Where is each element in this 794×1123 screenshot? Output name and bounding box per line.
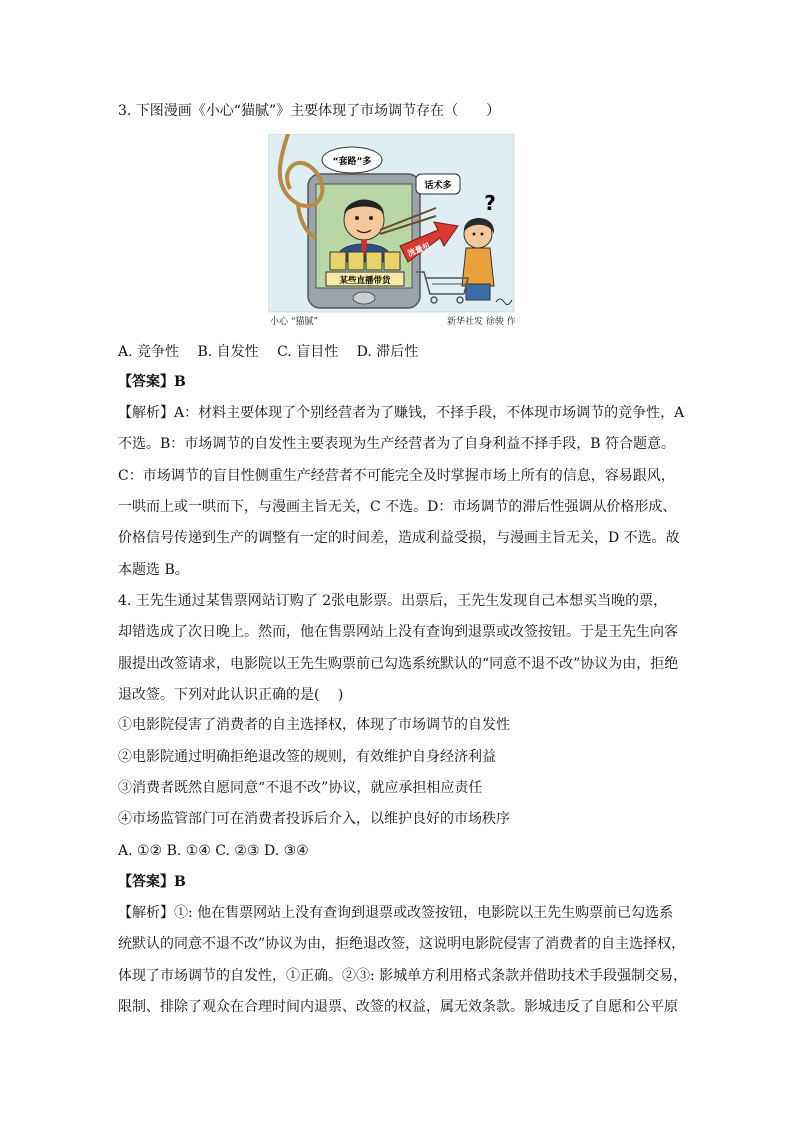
bubble-huashu-text: 话术多 [424,181,452,191]
product-can [384,252,400,270]
q4-options: A. ①② B. ①④ C. ②③ D. ③④ [118,843,309,859]
figure-caption-right: 新华社发 徐骏 作 [447,317,516,327]
q4-answer: 【答案】B [118,874,186,890]
figure-caption-left: 小心 “猫腻” [270,317,319,327]
q4-item: ④市场监管部门可在消费者投诉后介入，以维护良好的市场秩序 [118,811,510,827]
q3-options: A. 竞争性 B. 自发性 C. 盲目性 D. 滞后性 [118,344,419,360]
q3-analysis-line: 不选。B：市场调节的自发性主要表现为生产经营者为了自身利益不择手段，B 符合题意。 [118,436,676,452]
q3-analysis-line: 一哄而上或一哄而下，与漫画主旨无关，C 不选。D：市场调节的滞后性强调从价格形成、 [118,499,677,515]
q3-analysis-line: 本题选 B。 [118,562,189,578]
question-mark-icon: ? [484,191,496,215]
bubble-taolu-text: “套路”多 [332,157,372,167]
q4-stem-line: 退改签。下列对此认识正确的是( ) [118,687,344,703]
cartoon-figure [268,134,530,334]
q4-analysis-line: 限制、排除了观众在合理时间内退票、改签的权益，属无效条款。影城违反了自愿和公平原 [118,999,678,1015]
cartoon-illustration [268,134,530,334]
q4-stem-line: 服提出改签请求，电影院以王先生购票前已勾选系统默认的“同意不退不改”协议为由，拒绝 [118,656,679,672]
q4-item: ③消费者既然自愿同意“不退不改”协议，就应承担相应责任 [118,780,483,796]
q3-analysis-line: 价格信号传递到生产的调整有一定的时间差，造成利益受损，与漫画主旨无关，D 不选。故 [118,530,680,546]
q3-stem: 3. 下图漫画《小心“猫腻”》主要体现了市场调节存在（ ） [118,103,501,119]
sign-liuliang-text: 流量机 [406,241,432,259]
q4-analysis-line: 体现了市场调节的自发性，①正确。②③: 影城单方利用格式条款并借助技术手段强制交易， [118,968,688,984]
q4-item: ②电影院通过明确拒绝退改签的规则，有效维护自身经济利益 [118,749,496,765]
q4-stem-line: 4. 王先生通过某售票网站订购了 2张电影票。出票后，王先生发现自己本想买当晚的票， [118,593,668,609]
q4-item: ①电影院侵害了消费者的自主选择权，体现了市场调节的自发性 [118,717,510,733]
q3-analysis-line: C：市场调节的盲目性侧重生产经营者不可能完全及时掌握市场上所有的信息，容易跟风， [118,468,675,484]
q4-stem-line: 却错选成了次日晚上。然而，他在售票网站上没有查询到退票或改签按钮。于是王先生向客 [118,624,678,640]
q4-analysis-line: 【解析】①: 他在售票网站上没有查询到退票或改签按钮，电影院以王先生购票前已勾选系 [118,905,674,921]
phone-home-button [353,292,375,304]
q3-analysis-line: 【解析】A：材料主要体现了个别经营者为了赚钱，不择手段，不体现市场调节的竞争性，A [118,405,685,421]
product-can [330,252,346,270]
product-can [348,252,364,270]
q4-analysis-line: 统默认的同意不退不改”协议为由，拒绝退改签，这说明电影院侵害了消费者的自主选择权， [118,936,686,952]
product-can [366,252,382,270]
q3-answer: 【答案】B [118,374,186,390]
label-zhibo-text: 某些直播带货 [339,276,391,286]
